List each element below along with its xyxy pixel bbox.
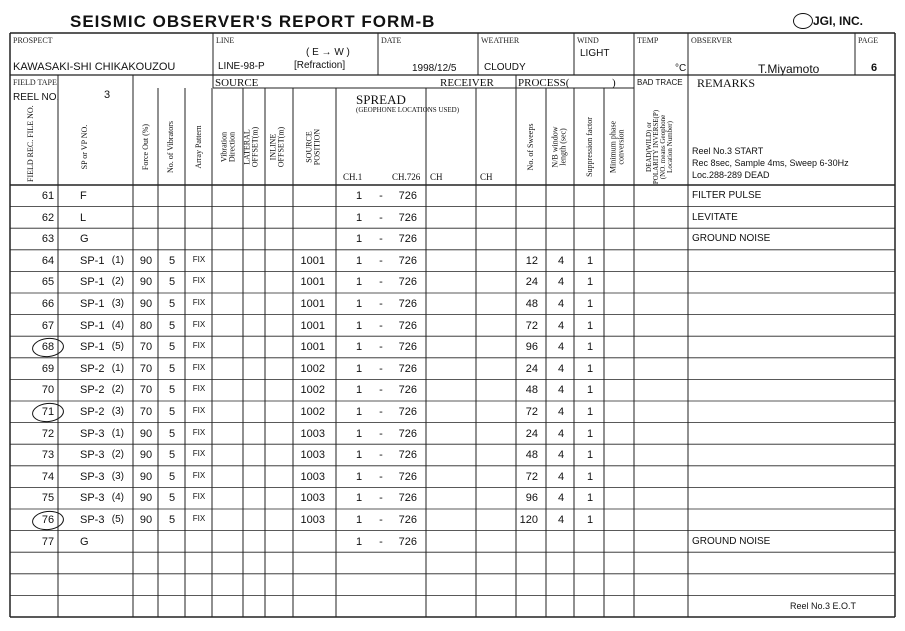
sp-cell: SP-1 — [80, 341, 105, 354]
source-position-cell: 1003 — [300, 470, 325, 483]
vibrators-cell: 5 — [168, 406, 176, 418]
nb-window-cell: 4 — [557, 298, 565, 310]
file-no-cell: 71 — [41, 406, 55, 418]
ch726-cell: 726 — [398, 406, 417, 418]
col-array: Array Pattern — [193, 125, 203, 169]
vibrators-cell: 5 — [168, 449, 176, 462]
dash-cell: - — [379, 492, 383, 505]
vibrators-cell: 5 — [168, 298, 176, 310]
vibrators-cell: 5 — [168, 341, 176, 354]
sp-cell: L — [80, 211, 87, 224]
company-logo-icon — [793, 13, 813, 29]
nb-window-cell: 4 — [557, 427, 565, 440]
sweeps-cell: 72 — [525, 470, 538, 483]
line-label: LINE — [216, 36, 235, 45]
file-no-cell: 67 — [41, 319, 55, 332]
sp-cell: SP-1 — [80, 319, 105, 332]
sp-number-cell: (5) — [111, 341, 124, 353]
sp-cell: SP-3 — [80, 514, 105, 526]
source-section-label: SOURCE — [215, 77, 259, 89]
vibrators-cell: 5 — [168, 254, 176, 267]
ch726-cell: 726 — [398, 492, 417, 505]
force-cell: 70 — [139, 362, 153, 375]
source-position-cell: 1003 — [300, 427, 325, 440]
suppression-cell: 1 — [586, 406, 594, 418]
file-no-cell: 64 — [41, 254, 55, 267]
source-position-cell: 1002 — [300, 384, 325, 397]
field-tape-label: FIELD TAPE — [13, 78, 57, 87]
source-position-cell: 1003 — [300, 514, 325, 526]
file-no-cell: 77 — [41, 535, 55, 548]
ch726-cell: 726 — [398, 298, 417, 310]
col-bad-trace: DEAD(WILD) or POLARITY INVERSE(P) (NO. means Geophone Location Number) — [645, 109, 674, 185]
col-field-rec: FIELD REC. FILE NO. — [25, 105, 35, 182]
sp-number-cell: (2) — [111, 449, 124, 461]
ch726-cell: 726 — [398, 233, 417, 246]
spread-sublabel: (GEOPHONE LOCATIONS USED) — [356, 106, 460, 114]
remarks-section-label: REMARKS — [697, 76, 756, 90]
temp-unit: °C — [675, 63, 687, 74]
source-position-cell: 1001 — [300, 276, 325, 289]
sp-number-cell: (2) — [111, 276, 124, 288]
file-no-cell: 69 — [41, 362, 55, 375]
suppression-cell: 1 — [586, 319, 594, 332]
prospect-label: PROSPECT — [13, 36, 53, 45]
nb-window-cell: 4 — [557, 384, 565, 397]
ch726-cell: 726 — [398, 470, 417, 483]
file-no-cell: 62 — [41, 211, 55, 224]
date-label: DATE — [381, 36, 402, 45]
force-cell: 90 — [139, 492, 153, 505]
col-force: Force Out (%) — [140, 123, 150, 171]
array-cell: FIX — [192, 298, 206, 307]
ch1-cell: 1 — [356, 535, 363, 548]
header-remark-1: Reel No.3 START — [692, 146, 764, 156]
force-cell: 90 — [139, 298, 153, 310]
sp-number-cell: (1) — [111, 254, 124, 266]
ch1-cell: 1 — [356, 492, 363, 505]
col-suppression: Suppression factor — [584, 117, 594, 177]
file-no-cell: 74 — [41, 470, 55, 483]
ch1-cell: 1 — [356, 341, 363, 354]
sp-cell: SP-3 — [80, 427, 105, 440]
suppression-cell: 1 — [586, 298, 594, 310]
dash-cell: - — [379, 362, 383, 375]
array-cell: FIX — [192, 514, 206, 523]
file-no-cell: 70 — [41, 384, 55, 397]
ch726-cell: 726 — [398, 190, 417, 202]
sp-cell: G — [80, 535, 89, 548]
array-cell: FIX — [192, 427, 206, 437]
array-cell: FIX — [192, 254, 206, 264]
array-cell: FIX — [192, 384, 206, 394]
sp-number-cell: (3) — [111, 406, 124, 417]
ch1-cell: 1 — [356, 233, 363, 246]
ch726-cell: 726 — [398, 276, 417, 289]
suppression-cell: 1 — [586, 362, 594, 375]
remark-cell: GROUND NOISE — [692, 233, 771, 245]
ch1-cell: 1 — [356, 384, 363, 397]
vibrators-cell: 5 — [168, 492, 176, 505]
col-lateral: LATERAL OFFSET(m) — [242, 126, 260, 168]
force-cell: 70 — [139, 406, 153, 418]
process-section-close: ) — [612, 77, 616, 89]
dash-cell: - — [379, 384, 383, 397]
force-cell: 90 — [139, 276, 153, 289]
wind-label: WIND — [577, 36, 599, 45]
suppression-cell: 1 — [586, 449, 594, 462]
nb-window-cell: 4 — [557, 470, 565, 483]
ch-label-b: CH — [480, 172, 493, 182]
file-no-cell: 63 — [41, 233, 55, 246]
dash-cell: - — [379, 406, 383, 418]
ch726-cell: 726 — [398, 384, 417, 397]
col-sweeps: No. of Sweeps — [525, 123, 535, 171]
array-cell: FIX — [192, 470, 206, 480]
sp-number-cell: (2) — [111, 384, 124, 396]
weather-value: CLOUDY — [484, 62, 526, 73]
col-nb-window: N/B window length (sec) — [550, 126, 568, 168]
nb-window-cell: 4 — [557, 362, 565, 375]
remark-cell: Reel No.3 E.O.T — [790, 601, 857, 612]
dash-cell: - — [379, 276, 383, 289]
file-no-cell: 75 — [41, 492, 55, 505]
sweeps-cell: 48 — [525, 449, 538, 462]
sp-cell: SP-2 — [80, 362, 105, 375]
sp-cell: SP-1 — [80, 254, 105, 267]
page-value: 6 — [871, 62, 878, 74]
ch1-cell: 1 — [356, 254, 363, 267]
form-title: SEISMIC OBSERVER'S REPORT FORM-B — [70, 12, 436, 31]
ch1-cell: 1 — [356, 427, 363, 440]
line-direction: ( E → W ) — [306, 47, 350, 58]
sp-cell: G — [80, 233, 89, 246]
sweeps-cell: 72 — [525, 319, 538, 332]
sp-number-cell: (4) — [111, 492, 124, 504]
sp-cell: SP-1 — [80, 298, 105, 310]
force-cell: 70 — [139, 341, 153, 354]
vibrators-cell: 5 — [168, 319, 176, 332]
sp-cell: SP-1 — [80, 276, 105, 289]
nb-window-cell: 4 — [557, 254, 565, 267]
vibrators-cell: 5 — [168, 427, 176, 440]
suppression-cell: 1 — [586, 341, 594, 354]
vibrators-cell: 5 — [168, 384, 176, 397]
company-name: JGI, INC. — [813, 14, 864, 28]
sp-cell: SP-2 — [80, 406, 105, 418]
process-section-label: PROCESS( — [518, 77, 570, 89]
receiver-section-label: RECEIVER — [440, 77, 494, 89]
ch1-cell: 1 — [356, 470, 363, 483]
vibrators-cell: 5 — [168, 276, 176, 289]
file-no-cell: 72 — [41, 427, 55, 440]
ch726-cell: 726 — [398, 362, 417, 375]
remark-cell: LEVITATE — [692, 211, 738, 223]
file-no-cell: 76 — [41, 514, 55, 526]
force-cell: 90 — [139, 470, 153, 483]
dash-cell: - — [379, 254, 383, 267]
array-cell: FIX — [192, 362, 206, 372]
array-cell: FIX — [192, 276, 206, 286]
spread-label: SPREAD — [356, 92, 406, 107]
ch726-cell: 726 — [398, 514, 417, 526]
dash-cell: - — [379, 341, 383, 354]
sp-cell: SP-2 — [80, 384, 105, 397]
ch1-cell: 1 — [356, 211, 363, 224]
array-cell: FIX — [192, 492, 206, 502]
sp-cell: SP-3 — [80, 449, 105, 462]
array-cell: FIX — [192, 449, 206, 459]
sp-cell: SP-3 — [80, 492, 105, 505]
ch726-cell: 726 — [398, 341, 417, 354]
suppression-cell: 1 — [586, 427, 594, 440]
ch-label-a: CH — [430, 172, 443, 182]
sweeps-cell: 120 — [519, 514, 538, 526]
suppression-cell: 1 — [586, 276, 594, 289]
reel-no-value: 3 — [104, 89, 111, 101]
vibrators-cell: 5 — [168, 470, 176, 483]
dash-cell: - — [379, 470, 383, 483]
col-source-pos: SOURCE POSITION — [304, 128, 322, 166]
col-vib-dir: Vibration Direction — [219, 131, 237, 163]
ch1-cell: 1 — [356, 276, 363, 289]
force-cell: 90 — [139, 427, 153, 440]
vibrators-cell: 5 — [168, 514, 176, 526]
source-position-cell: 1002 — [300, 362, 325, 375]
sweeps-cell: 72 — [525, 406, 538, 418]
ch1-label: CH.1 — [343, 172, 363, 182]
sweeps-cell: 48 — [525, 298, 538, 310]
source-position-cell: 1002 — [300, 406, 325, 418]
nb-window-cell: 4 — [557, 276, 565, 289]
col-min-phase: Minimum phase conversion — [608, 120, 626, 174]
sp-number-cell: (3) — [111, 298, 124, 309]
ch1-cell: 1 — [356, 362, 363, 375]
col-sp-vp: SP or VP NO. — [79, 124, 89, 170]
force-cell: 90 — [139, 254, 153, 267]
array-cell: FIX — [192, 406, 206, 415]
ch726-cell: 726 — [398, 211, 417, 224]
suppression-cell: 1 — [586, 514, 594, 526]
sp-number-cell: (3) — [111, 470, 124, 482]
ch726-cell: 726 — [398, 427, 417, 440]
sweeps-cell: 96 — [525, 492, 538, 505]
ch1-cell: 1 — [356, 298, 363, 310]
sp-number-cell: (4) — [111, 319, 124, 331]
weather-label: WEATHER — [481, 36, 520, 45]
line-note: [Refraction] — [294, 60, 346, 71]
sweeps-cell: 24 — [525, 427, 538, 440]
ch726-cell: 726 — [398, 254, 417, 267]
ch726-cell: 726 — [398, 319, 417, 332]
ch726-label: CH.726 — [392, 172, 421, 182]
file-no-cell: 65 — [41, 276, 55, 289]
ch1-cell: 1 — [356, 514, 363, 526]
sweeps-cell: 96 — [525, 341, 538, 354]
nb-window-cell: 4 — [557, 492, 565, 505]
force-cell: 90 — [139, 514, 153, 526]
date-value: 1998/12/5 — [412, 63, 457, 74]
header-remark-2: Rec 8sec, Sample 4ms, Sweep 6-30Hz — [692, 158, 849, 168]
array-cell: FIX — [192, 341, 206, 351]
source-position-cell: 1001 — [300, 298, 325, 310]
remark-cell: FILTER PULSE — [692, 190, 762, 201]
file-no-cell: 66 — [41, 298, 55, 310]
dash-cell: - — [379, 427, 383, 440]
nb-window-cell: 4 — [557, 449, 565, 462]
suppression-cell: 1 — [586, 492, 594, 505]
nb-window-cell: 4 — [557, 406, 565, 418]
dash-cell: - — [379, 233, 383, 246]
wind-value: LIGHT — [580, 48, 610, 59]
prospect-value: KAWASAKI-SHI CHIKAKOUZOU — [13, 61, 176, 73]
ch726-cell: 726 — [398, 449, 417, 462]
dash-cell: - — [379, 319, 383, 332]
sp-number-cell: (1) — [111, 427, 124, 439]
col-inline: INLINE OFFSET(m) — [268, 126, 286, 168]
bad-trace-label: BAD TRACE — [637, 78, 683, 87]
force-cell: 80 — [139, 319, 153, 332]
line-value: LINE-98-P — [218, 61, 265, 72]
dash-cell: - — [379, 298, 383, 310]
source-position-cell: 1001 — [300, 254, 325, 267]
sp-cell: SP-3 — [80, 470, 105, 483]
force-cell: 70 — [139, 384, 153, 397]
file-no-cell: 61 — [41, 190, 55, 202]
observer-value: T.Miyamoto — [758, 62, 820, 76]
sweeps-cell: 12 — [525, 254, 538, 267]
ch1-cell: 1 — [356, 190, 363, 202]
sweeps-cell: 24 — [525, 362, 538, 375]
vibrators-cell: 5 — [168, 362, 176, 375]
dash-cell: - — [379, 449, 383, 462]
nb-window-cell: 4 — [557, 319, 565, 332]
remark-cell: GROUND NOISE — [692, 535, 771, 547]
col-vibrators: No. of Vibrators — [165, 120, 175, 174]
suppression-cell: 1 — [586, 384, 594, 397]
sp-cell: F — [80, 190, 87, 202]
source-position-cell: 1001 — [300, 341, 325, 354]
source-position-cell: 1001 — [300, 319, 325, 332]
sweeps-cell: 48 — [525, 384, 538, 397]
file-no-cell: 68 — [41, 341, 55, 354]
sp-number-cell: (5) — [111, 514, 124, 525]
suppression-cell: 1 — [586, 470, 594, 483]
source-position-cell: 1003 — [300, 492, 325, 505]
dash-cell: - — [379, 190, 383, 202]
nb-window-cell: 4 — [557, 341, 565, 354]
dash-cell: - — [379, 535, 383, 548]
dash-cell: - — [379, 514, 383, 526]
array-cell: FIX — [192, 319, 206, 329]
suppression-cell: 1 — [586, 254, 594, 267]
dash-cell: - — [379, 211, 383, 224]
ch1-cell: 1 — [356, 449, 363, 462]
sweeps-cell: 24 — [525, 276, 538, 289]
page-label: PAGE — [858, 36, 879, 45]
source-position-cell: 1003 — [300, 449, 325, 462]
observer-label: OBSERVER — [691, 36, 733, 45]
ch1-cell: 1 — [356, 319, 363, 332]
header-remark-3: Loc.288-289 DEAD — [692, 170, 770, 180]
sp-number-cell: (1) — [111, 362, 124, 374]
nb-window-cell: 4 — [557, 514, 565, 526]
ch1-cell: 1 — [356, 406, 363, 418]
file-no-cell: 73 — [41, 449, 55, 462]
temp-label: TEMP — [637, 36, 659, 45]
reel-no-label: REEL NO. — [13, 92, 60, 103]
force-cell: 90 — [139, 449, 153, 462]
ch726-cell: 726 — [398, 535, 417, 548]
